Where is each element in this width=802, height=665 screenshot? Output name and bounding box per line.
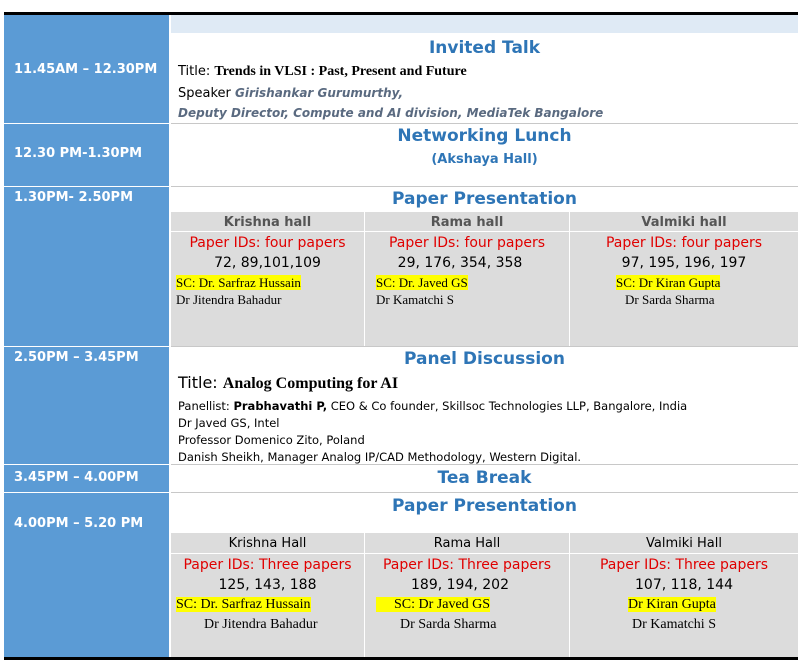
session-chair-highlight: SC: Dr Kiran Gupta xyxy=(616,275,721,290)
bottom-rule xyxy=(4,657,798,660)
time-slot-6: 4.00PM – 5.20 PM xyxy=(14,516,144,531)
invited-talk-title-line xyxy=(178,64,467,80)
row-divider xyxy=(171,553,798,554)
panellist-line-3: Professor Domenico Zito, Poland xyxy=(178,433,365,447)
time-slot-3: 1.30PM- 2.50PM xyxy=(14,190,133,205)
paper-ids: 107, 118, 144 xyxy=(635,577,733,593)
session-chair-highlight: Dr Kiran Gupta xyxy=(628,597,716,612)
session-chair xyxy=(628,597,716,613)
row-separator xyxy=(4,346,169,347)
panellist-first-detail: CEO & Co founder, Skillsoc Technologies LLP, Bangalore, India xyxy=(327,399,688,413)
paper-session-1-heading: Paper Presentation xyxy=(392,189,577,209)
invited-talk-heading: Invited Talk xyxy=(428,38,541,58)
chair-name: Dr Jitendra Bahadur xyxy=(176,292,282,307)
column-divider xyxy=(569,533,570,657)
paper-ids: 97, 195, 196, 197 xyxy=(621,255,747,271)
row-separator xyxy=(171,346,798,347)
row-separator xyxy=(4,464,169,465)
chair-name: Dr Sarda Sharma xyxy=(625,292,715,307)
paper-ids-label: Paper IDs: Three papers xyxy=(599,557,769,573)
hall-name: Valmiki Hall xyxy=(646,536,722,551)
talk-title: Trends in VLSI : Past, Present and Future xyxy=(214,64,467,79)
hall-name: Krishna hall xyxy=(223,215,312,230)
session-chair xyxy=(376,275,468,291)
paper-session-2-grid xyxy=(171,533,798,657)
speaker-role: Deputy Director, Compute and AI division, MediaTek Bangalore xyxy=(178,106,604,120)
speaker-line xyxy=(178,86,403,101)
header-strip xyxy=(171,15,798,33)
session-chair-highlight: SC: Dr Javed GS xyxy=(376,597,490,612)
paper-session-2-heading: Paper Presentation xyxy=(392,496,577,516)
chair-name: Dr Kamatchi S xyxy=(376,292,454,307)
session-chair xyxy=(176,597,311,613)
speaker-name: Girishankar Gurumurthy, xyxy=(235,86,404,100)
title-label: Title: xyxy=(178,64,211,79)
time-slot-5: 3.45PM – 4.00PM xyxy=(14,470,139,485)
column-divider xyxy=(364,212,365,346)
speaker-label: Speaker xyxy=(178,86,231,101)
row-separator xyxy=(171,123,798,124)
chair-name: Dr Kamatchi S xyxy=(632,617,716,632)
title-label: Title: xyxy=(178,373,218,392)
time-slot-1: 11.45AM – 12.30PM xyxy=(14,62,158,77)
panellist-first-name: Prabhavathi P, xyxy=(233,399,328,413)
row-separator xyxy=(4,492,169,493)
row-separator xyxy=(4,123,169,124)
time-column xyxy=(4,12,169,660)
panel-title-line xyxy=(178,373,398,393)
session-chair xyxy=(616,275,720,291)
session-chair xyxy=(376,597,490,613)
paper-ids-label: Paper IDs: four papers xyxy=(605,235,763,251)
paper-ids: 29, 176, 354, 358 xyxy=(397,255,523,271)
hall-name: Krishna Hall xyxy=(228,536,307,551)
tea-break-heading: Tea Break xyxy=(437,468,532,488)
time-slot-4: 2.50PM – 3.45PM xyxy=(14,350,139,365)
time-slot-2: 12.30 PM-1.30PM xyxy=(14,146,143,161)
panel-title: Analog Computing for AI xyxy=(222,375,399,392)
column-divider xyxy=(569,212,570,346)
paper-ids-label: Paper IDs: Three papers xyxy=(382,557,552,573)
paper-ids-label: Paper IDs: four papers xyxy=(388,235,546,251)
hall-name: Rama Hall xyxy=(433,536,501,551)
row-separator xyxy=(171,492,798,493)
session-chair-highlight: SC: Dr. Sarfraz Hussain xyxy=(176,275,301,290)
paper-ids: 125, 143, 188 xyxy=(218,577,317,593)
paper-ids-label: Paper IDs: Three papers xyxy=(183,557,352,573)
row-divider xyxy=(171,231,798,232)
paper-ids-label: Paper IDs: four papers xyxy=(189,235,346,251)
panellist-label: Panellist: xyxy=(178,399,230,413)
panellist-line-4: Danish Sheikh, Manager Analog IP/CAD Methodology, Western Digital. xyxy=(178,450,582,464)
schedule-table xyxy=(4,12,798,660)
panellist-line-1 xyxy=(178,399,687,413)
row-separator xyxy=(4,186,169,187)
session-chair-highlight: SC: Dr. Javed GS xyxy=(376,275,468,290)
hall-name: Rama hall xyxy=(430,215,504,230)
chair-name: Dr Jitendra Bahadur xyxy=(204,617,318,632)
chair-name: Dr Sarda Sharma xyxy=(400,617,497,632)
session-chair-highlight: SC: Dr. Sarfraz Hussain xyxy=(176,597,311,612)
column-divider xyxy=(364,533,365,657)
paper-ids: 189, 194, 202 xyxy=(411,577,509,593)
paper-ids: 72, 89,101,109 xyxy=(214,255,321,271)
row-separator xyxy=(171,186,798,187)
lunch-venue: (Akshaya Hall) xyxy=(431,152,538,167)
session-chair xyxy=(176,275,301,291)
panellist-line-2: Dr Javed GS, Intel xyxy=(178,416,280,430)
hall-name: Valmiki hall xyxy=(641,215,727,230)
panel-heading: Panel Discussion xyxy=(404,349,565,369)
lunch-heading: Networking Lunch xyxy=(397,126,572,146)
row-separator xyxy=(171,464,798,465)
